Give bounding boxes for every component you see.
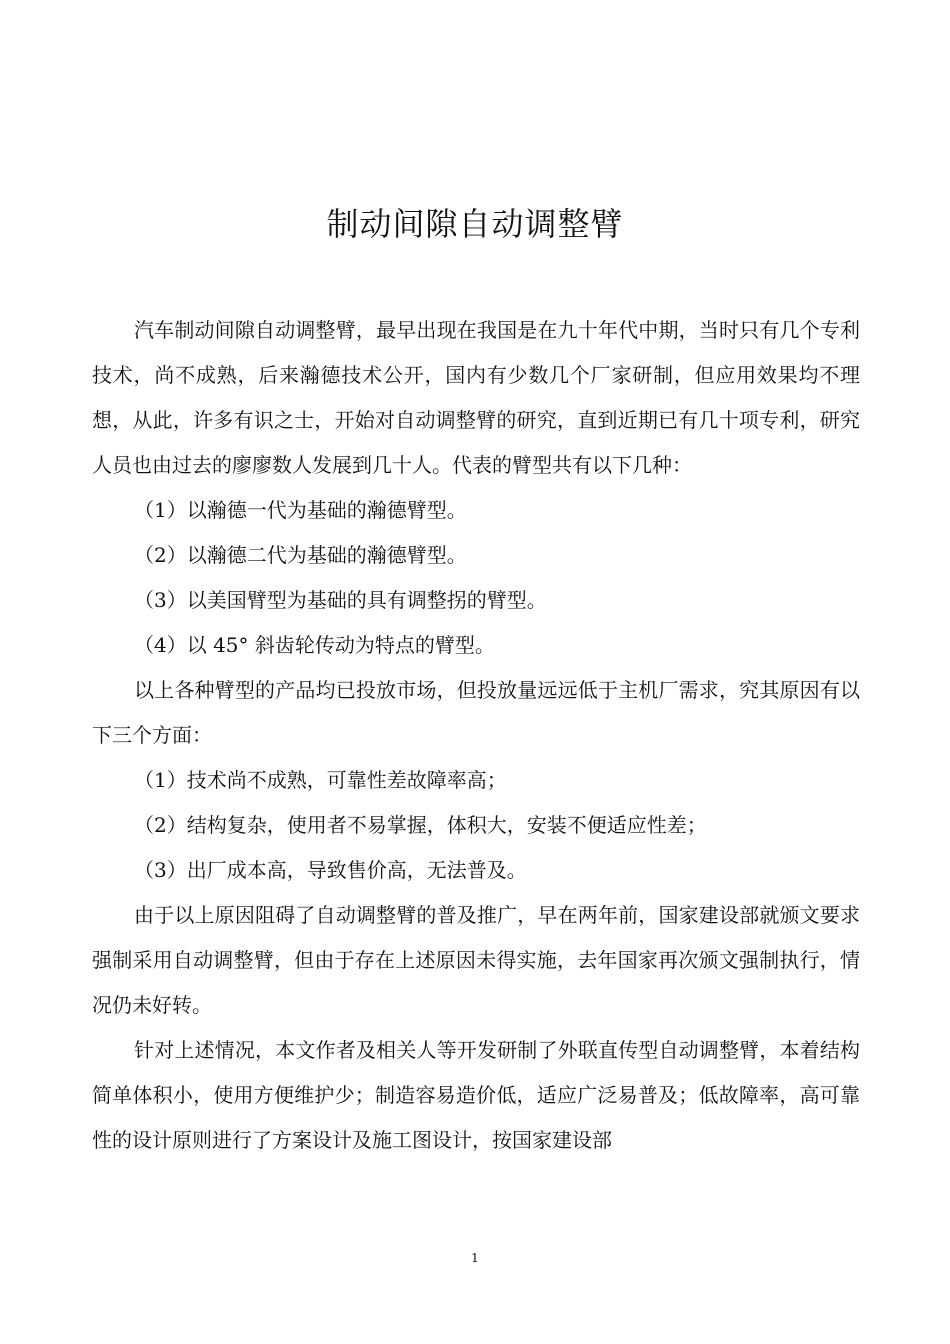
development-paragraph: 针对上述情况，本文作者及相关人等开发研制了外联直传型自动调整臂，本着结构简单体积小，使用方便维护少；制造容易造价低，适应广泛易普及；低故障率，高可靠性的设计原则进行了方案设计及施工图设计，按国家建设部 bbox=[92, 1038, 860, 1152]
list-item: （2）以瀚德二代为基础的瀚德臂型。 bbox=[134, 543, 467, 567]
list-item: （2）结构复杂，使用者不易掌握，体积大，安装不便适应性差； bbox=[134, 813, 707, 837]
list-item: （3）以美国臂型为基础的具有调整拐的臂型。 bbox=[134, 588, 547, 612]
list-item: （1）以瀚德一代为基础的瀚德臂型。 bbox=[134, 498, 467, 522]
list-item: （1）技术尚不成熟，可靠性差故障率高； bbox=[134, 768, 507, 792]
list-item: （4）以 45° 斜齿轮传动为特点的臂型。 bbox=[134, 633, 495, 657]
policy-paragraph: 由于以上原因阻碍了自动调整臂的普及推广，早在两年前，国家建设部就颁文要求强制采用自动调整臂，但由于存在上述原因未得实施，去年国家再次颁文强制执行，情况仍未好转。 bbox=[92, 903, 860, 1017]
intro-paragraph: 汽车制动间隙自动调整臂，最早出现在我国是在九十年代中期，当时只有几个专利技术，尚不成熟，后来瀚德技术公开，国内有少数几个厂家研制，但应用效果均不理想，从此，许多有识之士，开始对自动调整臂的研究，直到近期已有几十项专利，研究人员也由过去的廖廖数人发展到几十人。代表的臂型共有以下几种： bbox=[92, 318, 860, 477]
list-item: （3）出厂成本高，导致售价高，无法普及。 bbox=[134, 858, 527, 882]
reasons-paragraph: 以上各种臂型的产品均已投放市场，但投放量远远低于主机厂需求，究其原因有以下三个方面： bbox=[92, 678, 860, 747]
document-body bbox=[92, 308, 860, 1163]
page-number: 1 bbox=[471, 1251, 479, 1265]
page-title: 制动间隙自动调整臂 bbox=[326, 205, 624, 243]
